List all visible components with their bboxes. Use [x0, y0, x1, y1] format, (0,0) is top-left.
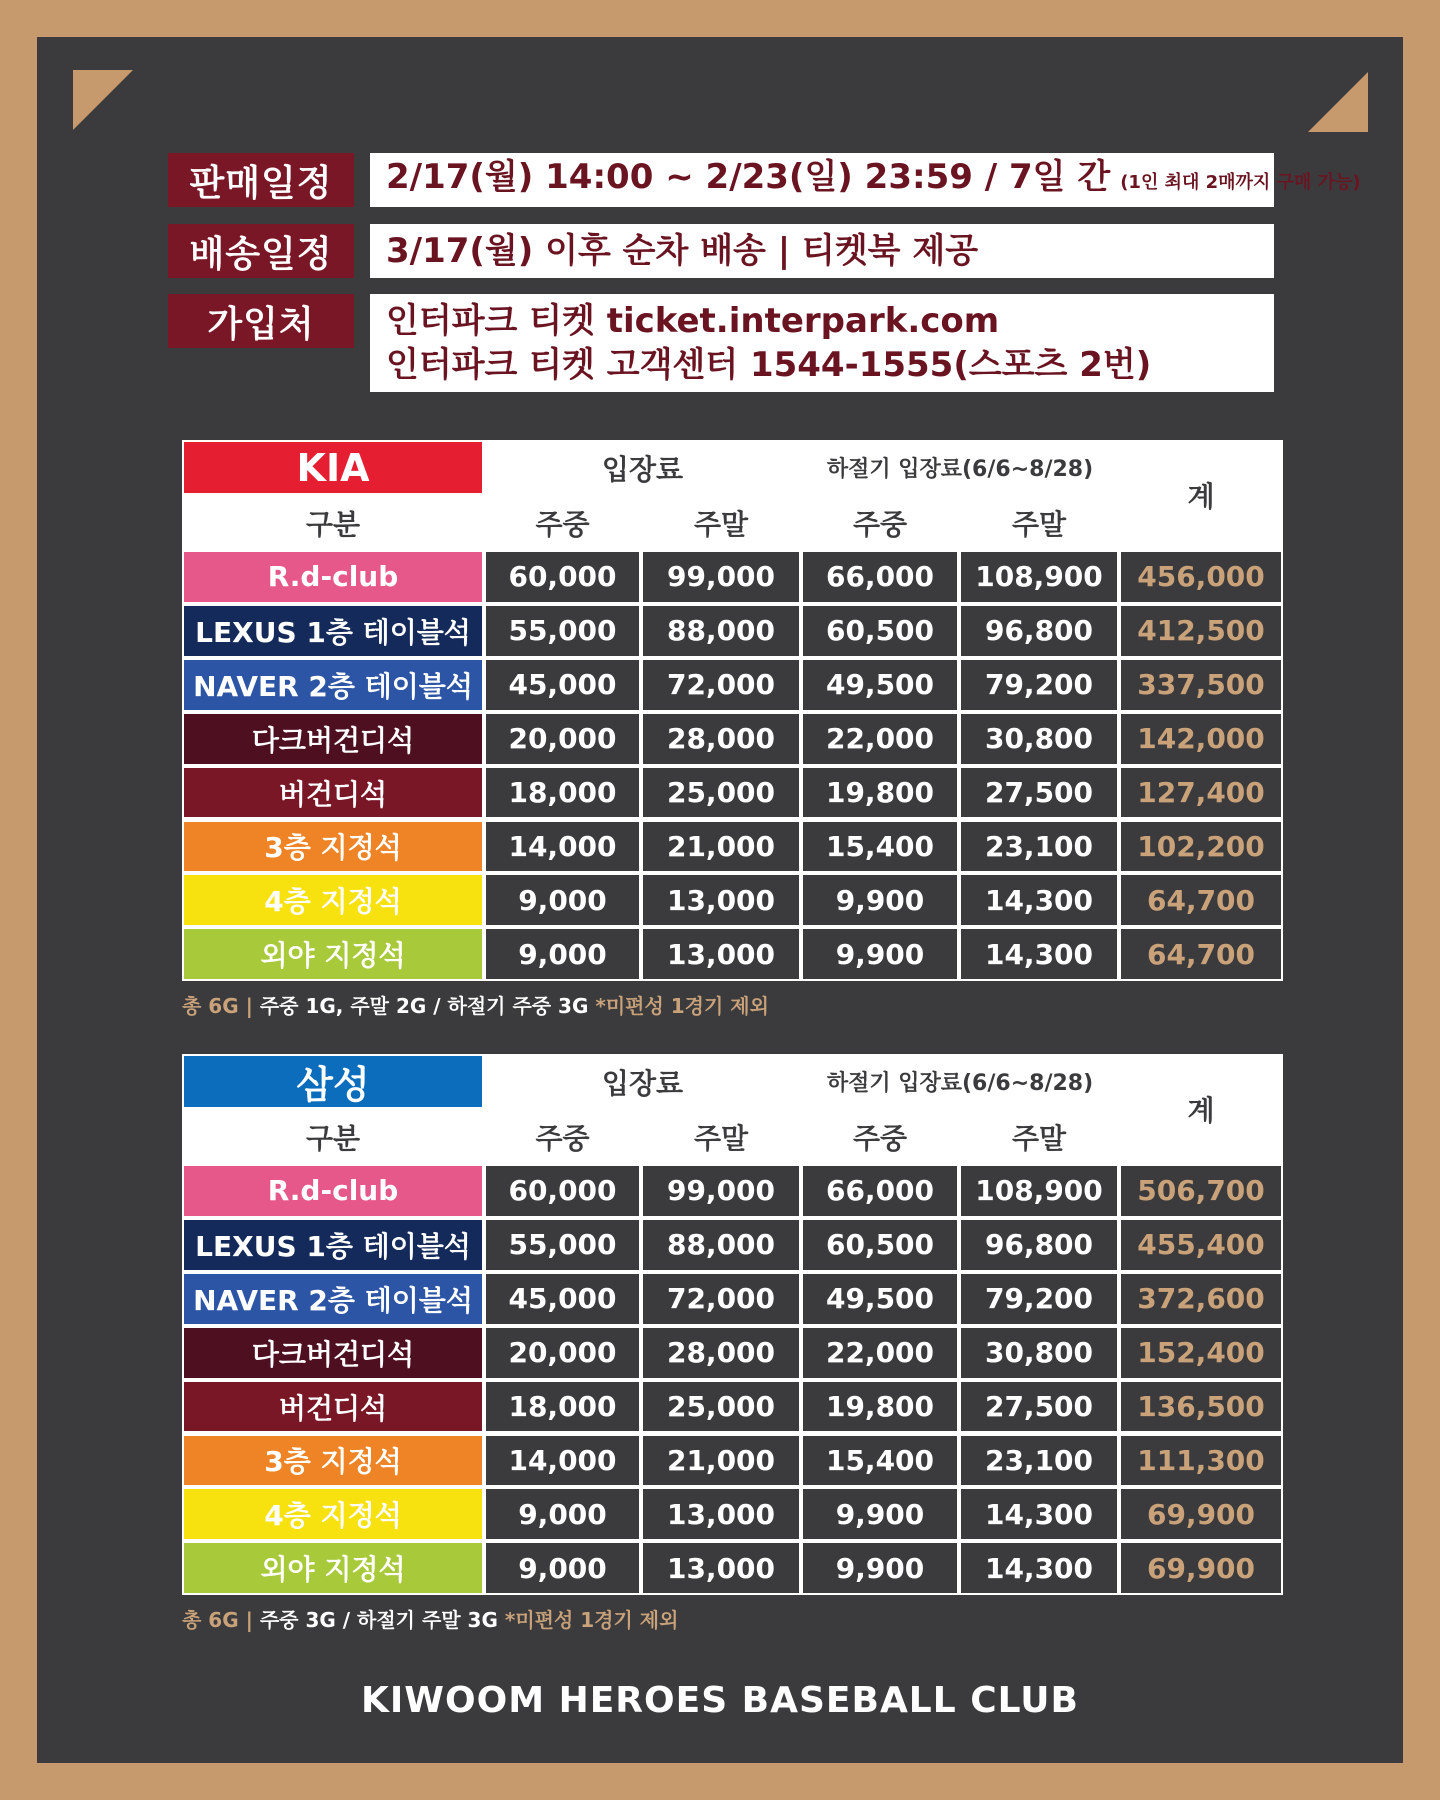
kia-table-note [182, 990, 769, 1019]
samsung-total-cell: 136,500 [1121, 1382, 1281, 1432]
kia-weekday-header: 주중 [486, 497, 639, 548]
kia-total-cell: 64,700 [1121, 875, 1281, 925]
samsung-price-cell: 108,900 [961, 1166, 1117, 1216]
kia-price-cell: 49,500 [803, 660, 957, 710]
kia-price-cell: 88,000 [643, 606, 799, 656]
samsung-weekend-header: 주말 [643, 1111, 799, 1162]
samsung-price-cell: 20,000 [486, 1328, 639, 1378]
samsung-price-cell: 9,900 [803, 1543, 957, 1593]
kia-price-cell: 9,000 [486, 875, 639, 925]
kia-note-count: 총 6G | [182, 994, 253, 1018]
kia-seat-category: 버건디석 [184, 768, 482, 818]
samsung-price-cell: 13,000 [643, 1489, 799, 1539]
kia-price-cell: 60,500 [803, 606, 957, 656]
samsung-seat-category: NAVER 2층 테이블석 [184, 1274, 482, 1324]
corner-decoration-right [1308, 72, 1368, 132]
samsung-total-cell: 111,300 [1121, 1436, 1281, 1486]
delivery-schedule-label: 배송일정 [168, 224, 354, 278]
kia-total-cell: 337,500 [1121, 660, 1281, 710]
club-footer: KIWOOM HEROES BASEBALL CLUB [361, 1680, 1079, 1721]
kia-price-cell: 99,000 [643, 552, 799, 602]
kia-price-cell: 13,000 [643, 875, 799, 925]
kia-total-cell: 64,700 [1121, 929, 1281, 979]
samsung-admission-header: 입장료 [486, 1056, 799, 1107]
join-line-1: 인터파크 티켓 ticket.interpark.com [386, 301, 1000, 341]
kia-price-cell: 96,800 [961, 606, 1117, 656]
samsung-price-cell: 23,100 [961, 1436, 1117, 1486]
samsung-price-cell: 60,500 [803, 1220, 957, 1270]
kia-price-table [182, 440, 1283, 981]
samsung-price-cell: 55,000 [486, 1220, 639, 1270]
kia-price-cell: 79,200 [961, 660, 1117, 710]
kia-total-cell: 456,000 [1121, 552, 1281, 602]
kia-price-cell: 72,000 [643, 660, 799, 710]
kia-price-cell: 23,100 [961, 822, 1117, 872]
samsung-price-cell: 21,000 [643, 1436, 799, 1486]
samsung-total-cell: 455,400 [1121, 1220, 1281, 1270]
samsung-price-cell: 9,900 [803, 1489, 957, 1539]
kia-price-cell: 30,800 [961, 714, 1117, 764]
samsung-price-cell: 9,000 [486, 1489, 639, 1539]
samsung-price-cell: 22,000 [803, 1328, 957, 1378]
samsung-price-cell: 66,000 [803, 1166, 957, 1216]
samsung-total-cell: 69,900 [1121, 1543, 1281, 1593]
kia-price-cell: 14,300 [961, 875, 1117, 925]
samsung-price-cell: 72,000 [643, 1274, 799, 1324]
samsung-total-cell: 152,400 [1121, 1328, 1281, 1378]
samsung-price-cell: 60,000 [486, 1166, 639, 1216]
kia-total-header: 계 [1121, 442, 1281, 548]
samsung-price-cell: 49,500 [803, 1274, 957, 1324]
corner-decoration-left [73, 70, 133, 130]
samsung-seat-category: 다크버건디석 [184, 1328, 482, 1378]
samsung-total-cell: 372,600 [1121, 1274, 1281, 1324]
samsung-weekday-header: 주중 [486, 1111, 639, 1162]
samsung-price-cell: 18,000 [486, 1382, 639, 1432]
delivery-schedule-row [168, 224, 354, 278]
samsung-team-header: 삼성 [184, 1056, 482, 1107]
samsung-summer-header: 하절기 입장료(6/6~8/28) [803, 1056, 1117, 1107]
kia-price-cell: 9,900 [803, 875, 957, 925]
kia-price-cell: 25,000 [643, 768, 799, 818]
sale-schedule-box [370, 153, 1361, 207]
kia-price-cell: 55,000 [486, 606, 639, 656]
samsung-seat-category: 외야 지정석 [184, 1543, 482, 1593]
samsung-price-cell: 96,800 [961, 1220, 1117, 1270]
kia-price-cell: 60,000 [486, 552, 639, 602]
kia-weekend-header: 주말 [643, 497, 799, 548]
kia-seat-category: 4층 지정석 [184, 875, 482, 925]
kia-price-cell: 13,000 [643, 929, 799, 979]
samsung-seat-category: 4층 지정석 [184, 1489, 482, 1539]
kia-summer-weekend-header: 주말 [961, 497, 1117, 548]
samsung-price-cell: 30,800 [961, 1328, 1117, 1378]
delivery-schedule-box [370, 224, 1274, 278]
kia-total-cell: 127,400 [1121, 768, 1281, 818]
sale-schedule-label: 판매일정 [168, 153, 354, 207]
kia-summer-header: 하절기 입장료(6/6~8/28) [803, 442, 1117, 493]
samsung-seat-category: 3층 지정석 [184, 1436, 482, 1486]
kia-total-cell: 412,500 [1121, 606, 1281, 656]
samsung-note-exclude: *미편성 1경기 제외 [504, 1608, 679, 1632]
kia-note-exclude: *미편성 1경기 제외 [595, 994, 769, 1018]
samsung-total-header: 계 [1121, 1056, 1281, 1162]
samsung-seat-category: R.d-club [184, 1166, 482, 1216]
sale-schedule-value: 2/17(월) 14:00 ~ 2/23(일) 23:59 / 7일 간 [386, 157, 1111, 197]
samsung-price-table [182, 1054, 1283, 1595]
kia-price-cell: 22,000 [803, 714, 957, 764]
samsung-price-cell: 27,500 [961, 1382, 1117, 1432]
kia-team-header: KIA [184, 442, 482, 493]
kia-price-cell: 14,000 [486, 822, 639, 872]
kia-seat-category: NAVER 2층 테이블석 [184, 660, 482, 710]
samsung-category-header: 구분 [184, 1111, 482, 1162]
sale-schedule-row [168, 153, 354, 207]
kia-category-header: 구분 [184, 497, 482, 548]
samsung-price-cell: 13,000 [643, 1543, 799, 1593]
samsung-price-cell: 25,000 [643, 1382, 799, 1432]
kia-price-cell: 9,000 [486, 929, 639, 979]
samsung-note-detail: 주중 3G / 하절기 주말 3G [259, 1608, 498, 1632]
kia-total-cell: 142,000 [1121, 714, 1281, 764]
kia-summer-weekday-header: 주중 [803, 497, 957, 548]
samsung-note-count: 총 6G | [182, 1608, 253, 1632]
kia-price-cell: 9,900 [803, 929, 957, 979]
samsung-price-cell: 14,000 [486, 1436, 639, 1486]
kia-price-cell: 45,000 [486, 660, 639, 710]
kia-price-cell: 19,800 [803, 768, 957, 818]
join-line-2: 인터파크 티켓 고객센터 1544-1555(스포츠 2번) [386, 345, 1152, 385]
kia-price-cell: 18,000 [486, 768, 639, 818]
samsung-price-cell: 15,400 [803, 1436, 957, 1486]
join-row [168, 294, 354, 348]
kia-seat-category: 외야 지정석 [184, 929, 482, 979]
kia-seat-category: 3층 지정석 [184, 822, 482, 872]
kia-total-cell: 102,200 [1121, 822, 1281, 872]
samsung-summer-weekday-header: 주중 [803, 1111, 957, 1162]
samsung-price-cell: 79,200 [961, 1274, 1117, 1324]
samsung-seat-category: 버건디석 [184, 1382, 482, 1432]
samsung-price-cell: 88,000 [643, 1220, 799, 1270]
join-box [370, 294, 1274, 392]
kia-admission-header: 입장료 [486, 442, 799, 493]
samsung-price-cell: 14,300 [961, 1543, 1117, 1593]
sale-limit-note: (1인 최대 2매까지 구매 가능) [1120, 172, 1361, 193]
samsung-price-cell: 28,000 [643, 1328, 799, 1378]
kia-price-cell: 15,400 [803, 822, 957, 872]
kia-price-cell: 66,000 [803, 552, 957, 602]
samsung-summer-weekend-header: 주말 [961, 1111, 1117, 1162]
samsung-seat-category: LEXUS 1층 테이블석 [184, 1220, 482, 1270]
samsung-price-cell: 99,000 [643, 1166, 799, 1216]
samsung-price-cell: 9,000 [486, 1543, 639, 1593]
samsung-price-cell: 19,800 [803, 1382, 957, 1432]
kia-price-cell: 21,000 [643, 822, 799, 872]
kia-seat-category: R.d-club [184, 552, 482, 602]
samsung-total-cell: 506,700 [1121, 1166, 1281, 1216]
samsung-price-cell: 14,300 [961, 1489, 1117, 1539]
samsung-table-note [182, 1604, 678, 1633]
samsung-total-cell: 69,900 [1121, 1489, 1281, 1539]
kia-price-cell: 14,300 [961, 929, 1117, 979]
kia-seat-category: 다크버건디석 [184, 714, 482, 764]
join-label: 가입처 [168, 294, 354, 348]
samsung-price-cell: 45,000 [486, 1274, 639, 1324]
kia-price-cell: 28,000 [643, 714, 799, 764]
kia-price-cell: 27,500 [961, 768, 1117, 818]
kia-seat-category: LEXUS 1층 테이블석 [184, 606, 482, 656]
delivery-schedule-value: 3/17(월) 이후 순차 배송 | 티켓북 제공 [386, 231, 979, 271]
kia-price-cell: 20,000 [486, 714, 639, 764]
kia-note-detail: 주중 1G, 주말 2G / 하절기 주중 3G [259, 994, 589, 1018]
kia-price-cell: 108,900 [961, 552, 1117, 602]
